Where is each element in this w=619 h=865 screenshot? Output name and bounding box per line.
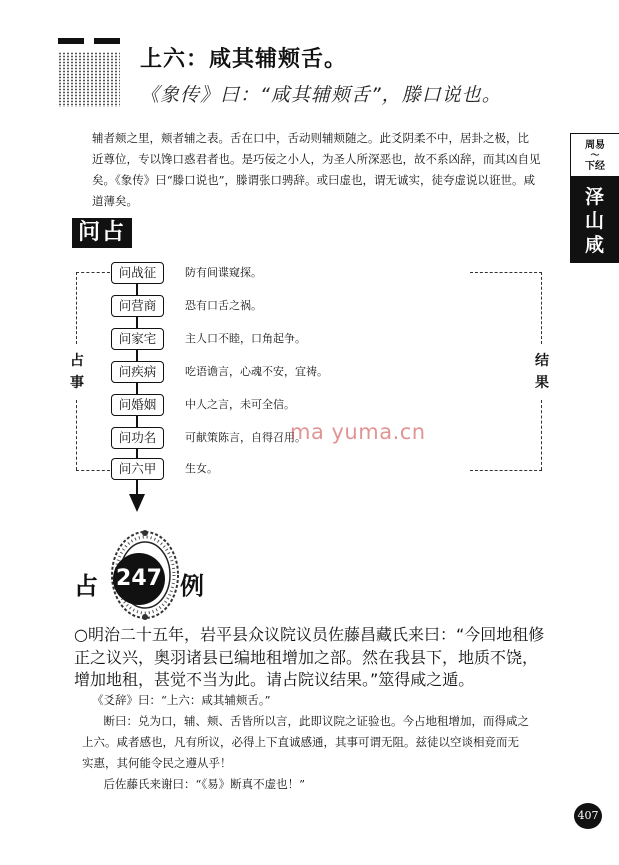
arrow-down-icon [129, 494, 145, 512]
example-number-badge: 247 [113, 553, 165, 605]
case-commentary-line: 《爻辞》曰：“上六：咸其辅颊舌。” [92, 693, 271, 707]
answer-text: 生女。 [185, 462, 218, 475]
example-word-right: 例 [180, 572, 204, 600]
commentary-line: 近尊位，专以馋口惑君者也。是巧佞之小人，为圣人所深恶也，故不系凶辞，而其凶自见 [92, 152, 541, 166]
answer-text: 主人口不睦，口角起争。 [185, 332, 306, 345]
side-tab-char: 咸 [584, 234, 604, 256]
side-tab-book [570, 133, 619, 177]
case-line: ○明治二十五年，岩平县众议院议员佐藤昌藏氏来曰：“今回地租修 [74, 625, 545, 644]
side-tab-hexagram [570, 177, 619, 263]
side-tab-char: 山 [584, 210, 604, 232]
yin-line-right [94, 38, 120, 44]
right-label [534, 350, 550, 394]
frame-left-top [76, 272, 77, 344]
question-box: 问家宅 [111, 328, 164, 350]
case-commentary [82, 690, 562, 795]
example-word-left: 占 [74, 572, 98, 600]
line-title: 上六：咸其辅颊舌。 [140, 47, 348, 72]
answer-text: 可献策陈言，自得召用。 [185, 431, 306, 444]
left-label [69, 350, 85, 394]
answer-text: 中人之言，未可全信。 [185, 398, 295, 411]
side-tab-line2: 下经 [585, 161, 605, 172]
answer-text: 恐有口舌之祸。 [185, 299, 262, 312]
question-box: 问功名 [111, 427, 164, 449]
case-commentary-line: 断曰：兑为口，辅、颊、舌皆所以言，此即议院之证验也。今占地租增加，而得咸之 [92, 714, 529, 728]
case-commentary-line: 后佐藤氏来谢曰：“《易》断真不虚也！” [92, 777, 306, 791]
commentary-line: 道薄矣。 [92, 194, 138, 208]
watermark-text: ma yuma.cn [290, 420, 426, 444]
frame-right-bottom [541, 400, 542, 470]
frame-top-left [76, 272, 110, 273]
xiang-quote: 《象传》曰：“咸其辅颊舌”，滕口说也。 [140, 84, 502, 106]
page-number: 407 [574, 803, 602, 829]
yin-line-left [58, 38, 84, 44]
answer-text: 吃语谵言，心魂不安，宜祷。 [185, 365, 328, 378]
answer-text: 防有间谍窥探。 [185, 266, 262, 279]
right-label-char: 结 [535, 353, 549, 369]
side-tab-line1: 周易 [585, 140, 605, 151]
case-commentary-line: 实惠，其何能令民之遵从乎！ [82, 756, 232, 770]
frame-bottom-right [470, 470, 542, 471]
frame-right-top [541, 272, 542, 344]
commentary-line: 矣。《象传》曰“滕口说也”，滕谓张口骋辞。或曰虚也，谓无诚实，徒夸虚说以诳世。咸 [92, 173, 536, 187]
left-label-char: 占 [70, 353, 84, 369]
case-line: 增加地租，甚觉不当为此。请占院议结果。”筮得咸之遁。 [74, 670, 475, 689]
frame-top-right [470, 272, 542, 273]
question-box: 问营商 [111, 295, 164, 317]
frame-left-bottom [76, 400, 77, 470]
case-line: 正之议兴，奥羽诸县已编地租增加之部。然在我县下，地质不饶， [74, 647, 539, 667]
commentary-paragraph [92, 128, 552, 212]
right-label-char: 果 [535, 375, 549, 391]
commentary-line: 辅者颊之里，颊者辅之表。舌在口中，舌动则辅颊随之。此爻阴柔不中，居卦之极，比 [92, 131, 529, 145]
case-commentary-line: 上六。咸者感也，凡有所议，必得上下直诚感通，其事可谓无阻。兹徒以空谈相竞而无 [82, 735, 519, 749]
wave-icon: 〜 [590, 151, 600, 161]
question-box: 问六甲 [111, 458, 164, 480]
hexagram-lower-lines [58, 52, 120, 107]
question-box: 问疾病 [111, 361, 164, 383]
question-box: 问战征 [111, 262, 164, 284]
question-box: 问婚姻 [111, 394, 164, 416]
section-title-wenzhan: 问占 [72, 218, 132, 248]
side-tab-char: 泽 [584, 186, 604, 208]
case-description [74, 624, 560, 692]
left-label-char: 事 [70, 375, 84, 391]
frame-bottom-left [76, 470, 110, 471]
